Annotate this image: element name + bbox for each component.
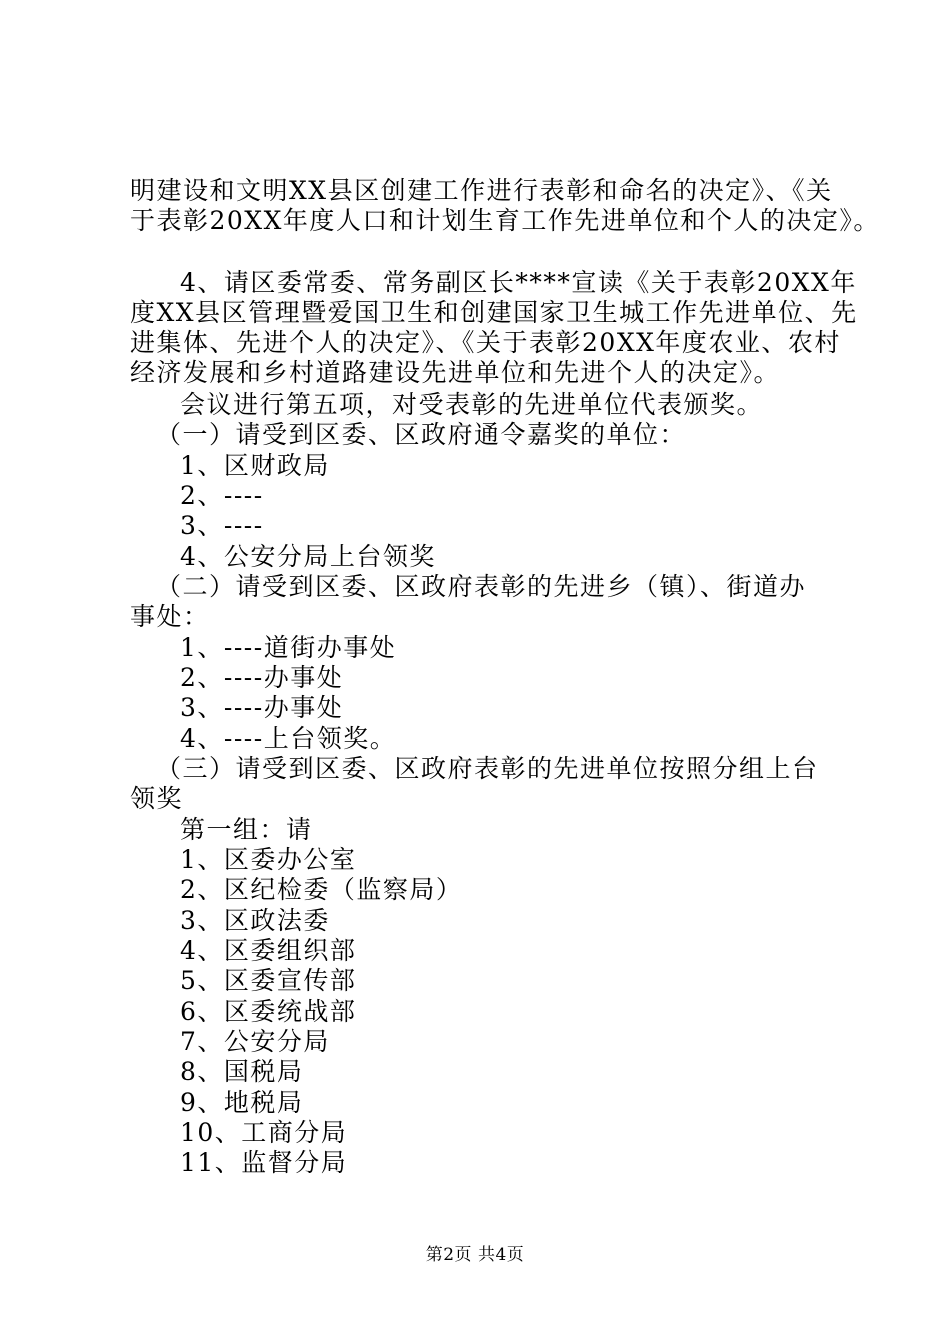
group-heading: 第一组：请	[180, 815, 313, 844]
paragraph-line: 进集体、先进个人的决定》、《关于表彰20XX年度农业、农村	[130, 328, 841, 357]
paragraph-line: 4、请区委常委、常务副区长****宣读《关于表彰20XX年	[180, 268, 857, 297]
list-item: 4、----上台领奖。	[180, 724, 397, 753]
paragraph-line: 于表彰20XX年度人口和计划生育工作先进单位和个人的决定》。	[130, 206, 880, 235]
list-item: 3、区政法委	[180, 906, 330, 935]
page-footer: 第2页 共4页	[425, 1245, 525, 1265]
paragraph-line: 明建设和文明XX县区创建工作进行表彰和命名的决定》、《关	[130, 176, 833, 205]
list-item: 6、区委统战部	[180, 997, 357, 1026]
paragraph-line: 事处：	[130, 602, 210, 631]
list-item: 1、----道街办事处	[180, 633, 397, 662]
paragraph-line: 会议进行第五项，对受表彰的先进单位代表颁奖。	[180, 390, 764, 419]
paragraph-line: 领奖	[130, 784, 184, 813]
section-heading: （二）请受到区委、区政府表彰的先进乡（镇）、街道办	[156, 572, 807, 601]
list-item: 3、----办事处	[180, 693, 344, 722]
list-item: 8、国税局	[180, 1057, 304, 1086]
list-item: 1、区委办公室	[180, 845, 357, 874]
list-item: 9、地税局	[180, 1088, 304, 1117]
list-item: 5、区委宣传部	[180, 966, 357, 995]
list-item: 2、----	[180, 481, 264, 510]
list-item: 1、区财政局	[180, 451, 330, 480]
list-item: 7、公安分局	[180, 1027, 330, 1056]
list-item: 2、----办事处	[180, 663, 344, 692]
list-item: 3、----	[180, 511, 264, 540]
section-heading: （三）请受到区委、区政府表彰的先进单位按照分组上台	[156, 754, 819, 783]
list-item: 2、区纪检委（监察局）	[180, 875, 463, 904]
paragraph-line: 经济发展和乡村道路建设先进单位和先进个人的决定》。	[130, 358, 781, 387]
list-item: 4、公安分局上台领奖	[180, 542, 436, 571]
list-item: 11、监督分局	[180, 1148, 348, 1177]
section-heading: （一）请受到区委、区政府通令嘉奖的单位：	[156, 420, 687, 449]
list-item: 10、工商分局	[180, 1118, 348, 1147]
list-item: 4、区委组织部	[180, 936, 357, 965]
paragraph-line: 度XX县区管理暨爱国卫生和创建国家卫生城工作先进单位、先	[130, 298, 858, 327]
